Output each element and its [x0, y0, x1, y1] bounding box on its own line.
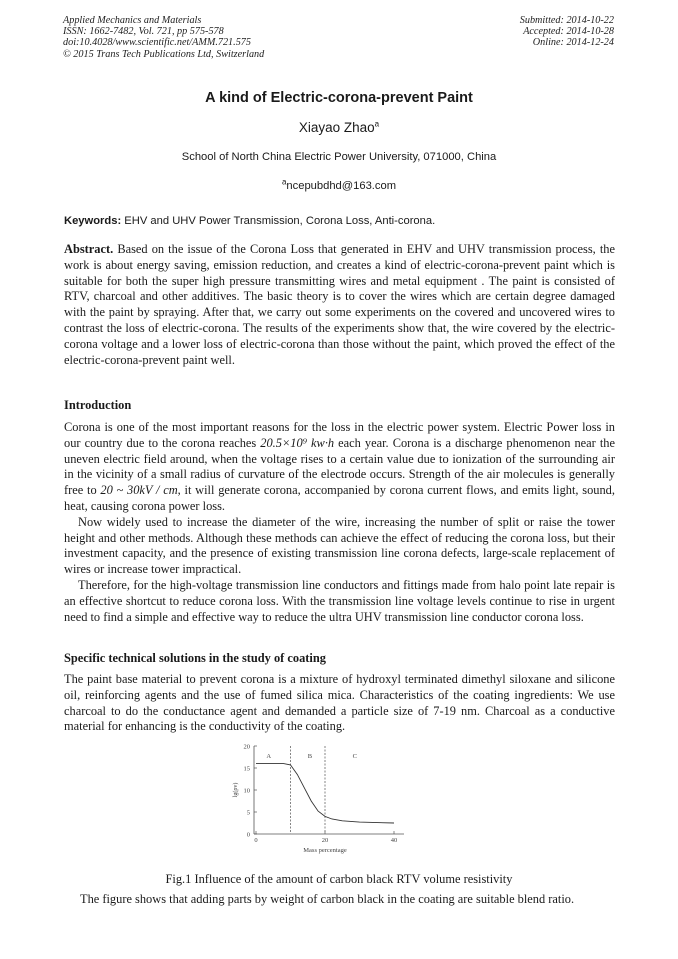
keywords — [64, 215, 616, 227]
journal-name: Applied Mechanics and Materials — [63, 15, 202, 26]
y-tick-label: 20 — [243, 743, 250, 751]
x-tick-label: 40 — [390, 837, 398, 844]
y-axis-label: lg(ρv) — [233, 782, 239, 798]
journal-info — [63, 15, 264, 60]
y-tick-label: 5 — [246, 809, 250, 817]
region-label: C — [352, 753, 357, 760]
email-address: ncepubdhd@163.com — [286, 180, 397, 192]
specific-heading: Specific technical solutions in the study of coating — [64, 651, 326, 665]
abstract — [64, 242, 615, 368]
abstract-text: Based on the issue of the Corona Loss that generated in EHV and UHV transmission process, the work is about energy saving, emission reduction, and creates a kind of electric-corona-prevent paint which is suitable for both the super high pressure transmitting wires and metal equipment . The paint is consisted of RTV, charcoal and other additives. The basic theory is to cover the wires which are certain degree damaged with the paint by spraying. After that, we carry out some experiments on the covered and uncovered wires to contrast the loss of electric-corona. The results of the experiments show that, the wire covered by the electric-corona voltage and a lower loss of electric-corona than those without the paint, which proved the effect of the electric-corona-prevent paint well. — [64, 242, 615, 367]
introduction-heading: Introduction — [64, 398, 132, 412]
region-label: A — [266, 753, 272, 760]
journal-issn: ISSN: 1662-7482, Vol. 721, pp 575-578 — [63, 26, 224, 38]
journal-copyright: © 2015 Trans Tech Publications Ltd, Switzerland — [63, 48, 265, 60]
region-label: B — [307, 753, 313, 760]
figure-caption: Fig.1 Influence of the amount of carbon black RTV volume resistivity — [165, 872, 513, 886]
affiliation: School of North China Electric Power University, 071000, China — [181, 151, 497, 163]
author — [0, 120, 678, 135]
submission-dates — [520, 15, 614, 49]
intro-p1-math-field: 20 ~ 30kV / cm — [100, 483, 178, 498]
intro-p1-math-loss: 20.5×10⁹ kw·h — [260, 435, 335, 450]
online-date: Online: 2014-12-24 — [532, 37, 614, 49]
journal-doi: doi:10.4028/www.scientific.net/AMM.721.575 — [63, 37, 251, 49]
after-figure-text: The figure shows that adding parts by weight of carbon black in the coating are suitable blend ratio. — [80, 892, 575, 906]
introduction-body — [64, 420, 615, 625]
intro-p1-text-b: each year. Corona is a discharge phenomenon near the uneven electric field around, when the voltage rises to a certain value due to ionization of the surrounding air in the vicinity of a small radius of curvature of the electrode occurs. Strength of the air molecules is generally free to — [64, 435, 615, 498]
intro-paragraph-3: Therefore, for the high-voltage transmission line conductors and fittings made from halo point late repair is an effective shortcut to reduce corona loss. With the transmission line voltage levels continue to rise in urgent need to find a simple and effective way to reduce the ultra UHV transmission line conductor corona loss. — [64, 577, 615, 624]
figure-chart — [228, 738, 408, 860]
intro-paragraph-2: Now widely used to increase the diameter of the wire, increasing the number of split or raise the tower height and other methods. Although these methods can achieve the effect of reducing the corona loss, but their investment capacity, and the presence of existing transmission line corona defects, large-scale replacement of wires or increase tower impractical. — [64, 514, 615, 577]
specific-body — [64, 672, 615, 735]
y-tick-label: 10 — [243, 787, 250, 795]
y-tick-label: 15 — [243, 765, 250, 773]
keywords-text: EHV and UHV Power Transmission, Corona Loss, Anti-corona. — [121, 215, 436, 227]
intro-paragraph-1 — [64, 420, 615, 515]
author-name: Xiayao Zhao — [298, 120, 375, 135]
y-tick-label: 0 — [246, 831, 250, 839]
x-tick-label: 0 — [254, 837, 258, 844]
email-sup: a — [281, 177, 287, 187]
submitted-date: Submitted: 2014-10-22 — [519, 15, 614, 26]
abstract-label: Abstract. — [64, 242, 114, 256]
author-email — [0, 177, 678, 192]
intro-p1-text-c: , it will generate corona, accompanied by corona current flows, and emits light, sound, heat, causing corona power loss. — [64, 483, 615, 513]
specific-paragraph-1: The paint base material to prevent corona is a mixture of hydroxyl terminated dimethyl siloxane and silicone oil, reinforcing agents and the use of fumed silica mica. Characteristics of the coating ingredients: We use charcoal to do the conductance agent and demanded a particle size of 7-19 nm. Charcoal as a conductive material for enhancing is the conductivity of the coating. — [64, 672, 615, 734]
accepted-date: Accepted: 2014-10-28 — [523, 26, 614, 38]
keywords-label: Keywords: — [64, 215, 122, 227]
x-axis-label: Mass percentage — [303, 847, 347, 854]
paper-title: A kind of Electric-corona-prevent Paint — [205, 90, 473, 106]
intro-p1-text-a: Corona is one of the most important reasons for the loss in the electric power system. Electric Power loss in our country due to the corona reaches — [64, 420, 615, 450]
x-tick-label: 20 — [321, 837, 329, 844]
author-sup: a — [374, 119, 380, 129]
